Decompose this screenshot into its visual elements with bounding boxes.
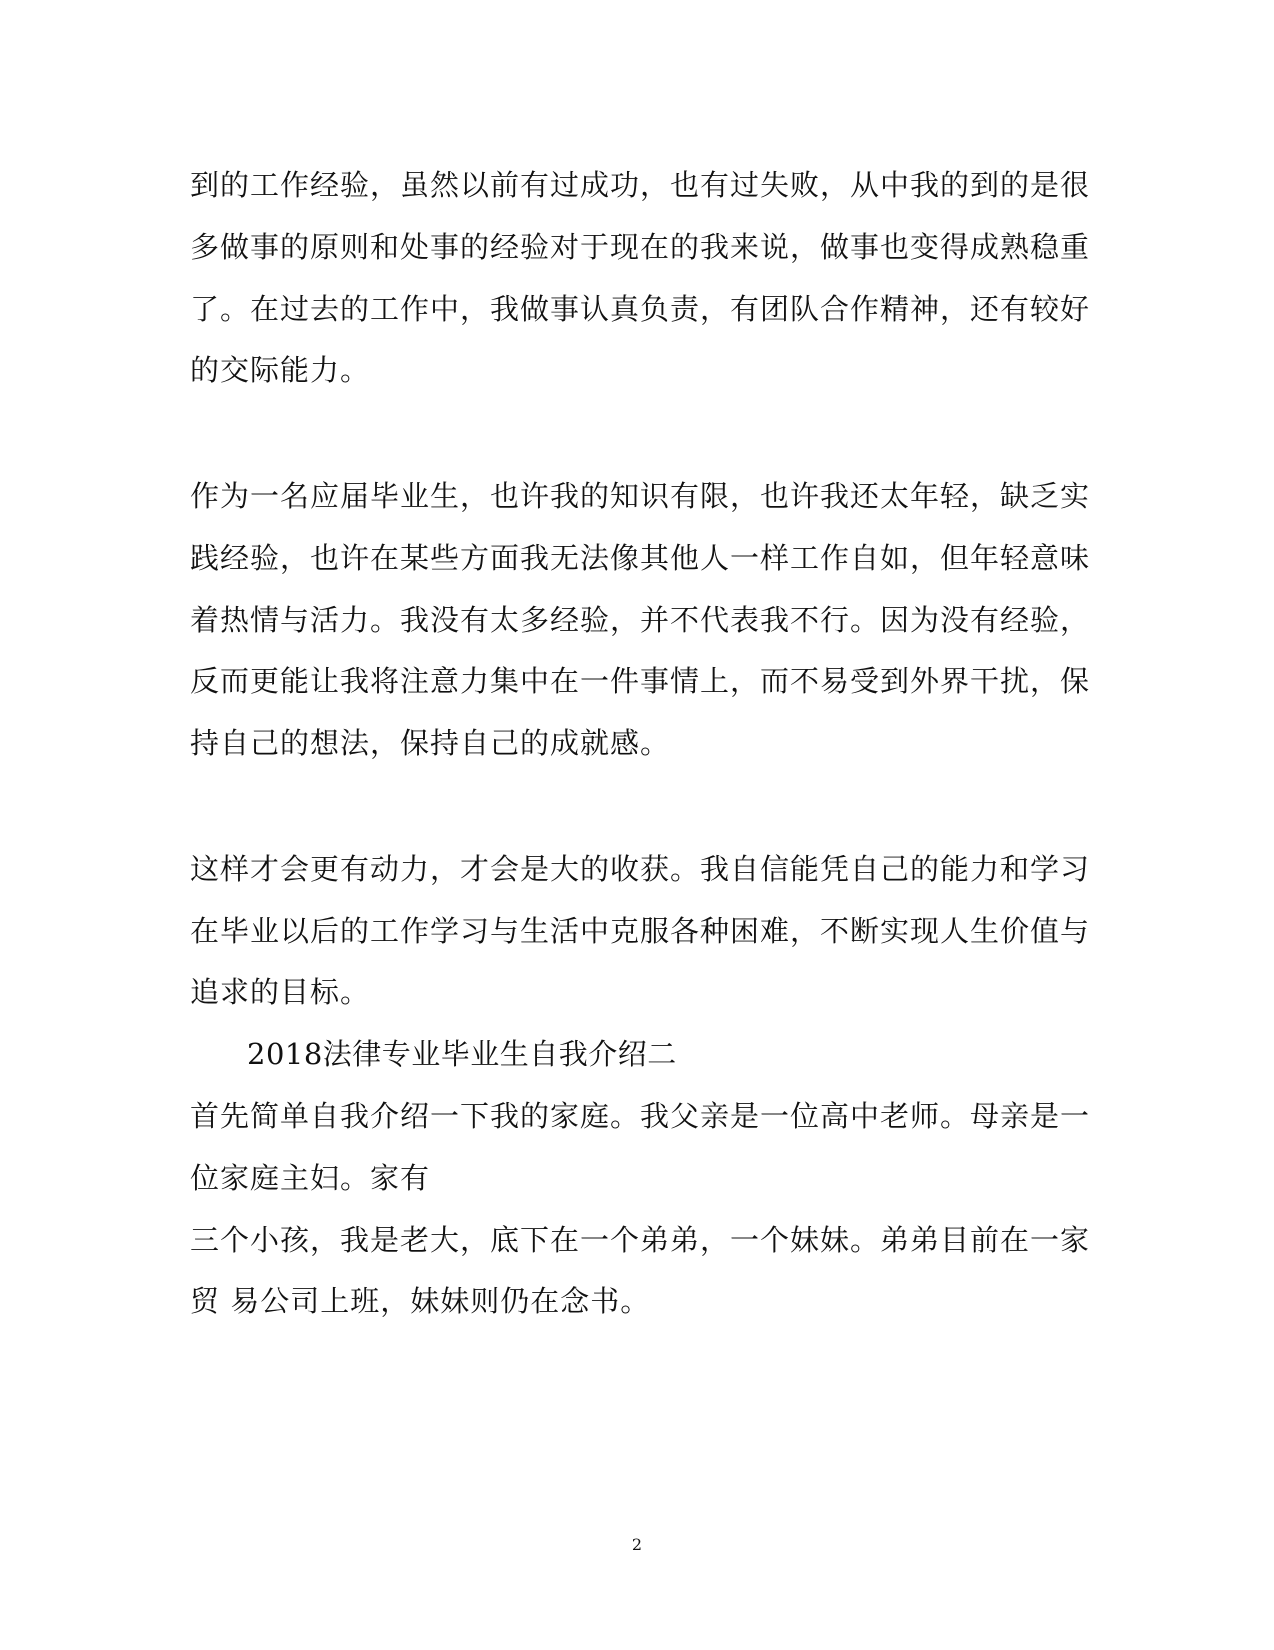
paragraph-2-line-5: 持自己的想法，保持自己的成就感。: [190, 726, 671, 760]
paragraph-1-line-3: 了。在过去的工作中，我做事认真负责，有团队合作精神，还有较好: [190, 292, 1091, 326]
paragraph-2-line-2: 践经验，也许在某些方面我无法像其他人一样工作自如，但年轻意味: [190, 541, 1091, 575]
paragraph-3-line-1: 这样才会更有动力，才会是大的收获。我自信能凭自己的能力和学习: [190, 852, 1091, 886]
page-number: 2: [631, 1535, 643, 1554]
paragraph-1-line-1: 到的工作经验，虽然以前有过成功，也有过失败，从中我的到的是很: [190, 168, 1091, 202]
paragraph-3-line-2: 在毕业以后的工作学习与生活中克服各种困难，不断实现人生价值与: [190, 914, 1091, 948]
paragraph-3-line-3: 追求的目标。: [190, 975, 371, 1009]
paragraph-4-line-4: 贸 易公司上班，妹妹则仍在念书。: [190, 1284, 651, 1318]
paragraph-2-line-4: 反而更能让我将注意力集中在一件事情上，而不易受到外界干扰，保: [190, 664, 1091, 698]
paragraph-4-line-1: 首先简单自我介绍一下我的家庭。我父亲是一位高中老师。母亲是一: [190, 1099, 1091, 1133]
paragraph-1-line-4: 的交际能力。: [190, 353, 371, 387]
paragraph-2-line-3: 着热情与活力。我没有太多经验，并不代表我不行。因为没有经验，: [190, 603, 1091, 637]
paragraph-4-line-2: 位家庭主妇。家有: [190, 1161, 431, 1195]
paragraph-2-line-1: 作为一名应届毕业生，也许我的知识有限，也许我还太年轻，缺乏实: [190, 479, 1091, 513]
paragraph-4-line-3: 三个小孩，我是老大，底下在一个弟弟，一个妹妹。弟弟目前在一家: [190, 1223, 1091, 1257]
section-heading: 2018法律专业毕业生自我介绍二: [247, 1037, 677, 1071]
paragraph-1-line-2: 多做事的原则和处事的经验对于现在的我来说，做事也变得成熟稳重: [190, 230, 1091, 264]
